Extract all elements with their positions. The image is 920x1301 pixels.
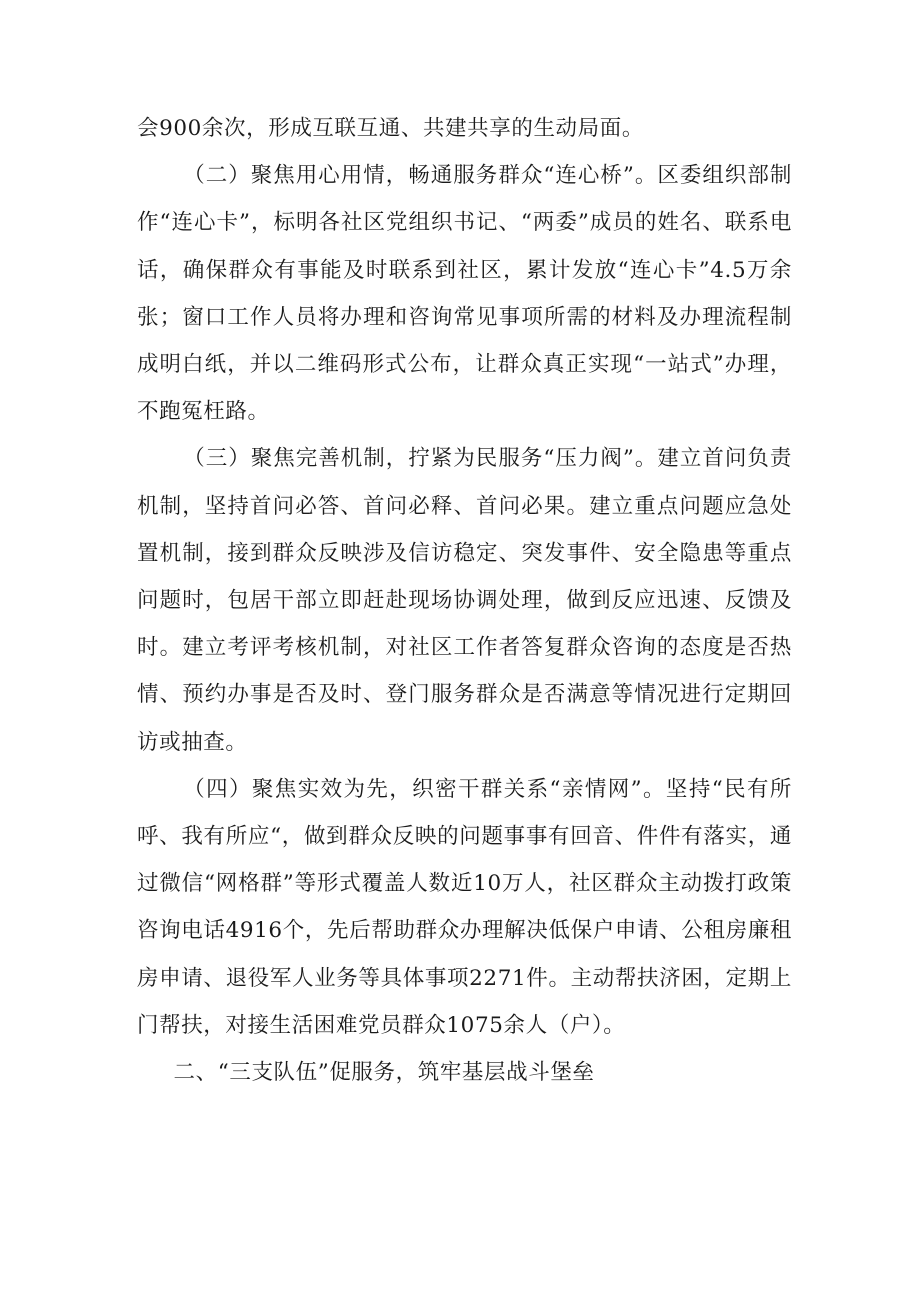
paragraph-section-four: （四）聚焦实效为先，织密干群关系“亲情网”。坚持“民有所呼、我有所应“，做到群众反映的问题事事有回音、件件有落实，通过微信“网格群”等形式覆盖人数近10万人，社区群众主动拨打政策咨询电话4916个，先后帮助群众办理解决低保户申请、公租房廉租房申请、退役军人业务等具体事项2271件。主动帮扶济困，定期上门帮扶，对接生活困难党员群众1075余人（户）。 bbox=[137, 776, 792, 1038]
document-body bbox=[137, 105, 792, 1096]
paragraph-section-three: （三）聚焦完善机制，拧紧为民服务“压力阀”。建立首问负责机制，坚持首问必答、首问必释、首问必果。建立重点问题应急处置机制，接到群众反映涉及信访稳定、突发事件、安全隐患等重点问题时，包居干部立即赶赴现场协调处理，做到反应迅速、反馈及时。建立考评考核机制，对社区工作者答复群众咨询的态度是否热情、预约办事是否及时、登门服务群众是否满意等情况进行定期回访或抽查。 bbox=[137, 446, 792, 755]
paragraph-continuation: 会900余次，形成互联互通、共建共享的生动局面。 bbox=[137, 116, 644, 141]
paragraph-section-two: （二）聚焦用心用情，畅通服务群众“连心桥”。区委组织部制作“连心卡”，标明各社区党组织书记、“两委”成员的姓名、联系电话，确保群众有事能及时联系到社区，累计发放“连心卡”4.5万余张；窗口工作人员将办理和咨询常见事项所需的材料及办理流程制成明白纸，并以二维码形式公布，让群众真正实现“一站式”办理，不跑冤枉路。 bbox=[137, 163, 792, 425]
section-heading: 二、“三支队伍”促服务，筑牢基层战斗堡垒 bbox=[173, 1060, 595, 1086]
